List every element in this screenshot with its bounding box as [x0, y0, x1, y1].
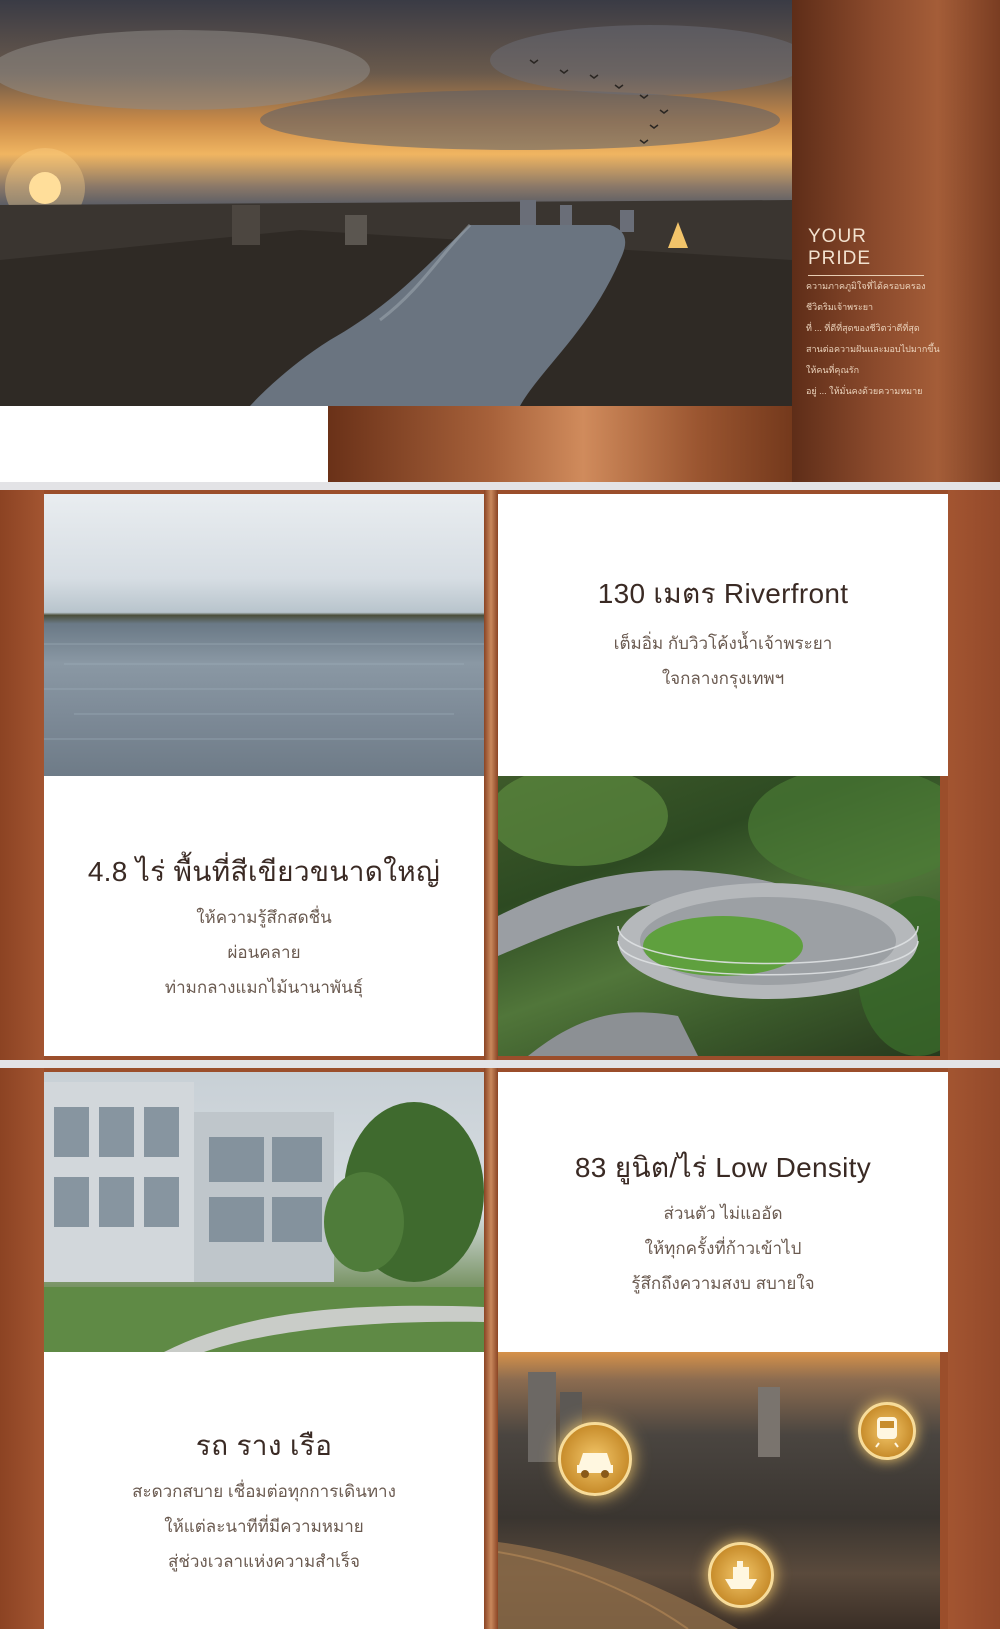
pride-line: ที่ ... ที่ดีที่สุดของชีวิตว่าดีที่สุด [806, 323, 920, 333]
feature-section-1 [0, 490, 1000, 1060]
green-space-line: ให้ความรู้สึกสดชื่น [196, 908, 332, 927]
pride-title: YOUR PRIDE [808, 226, 924, 276]
pride-line: อยู่ ... ให้มั่นคงด้วยความหมาย [806, 386, 923, 396]
transport-heading: รถ ราง เรือ [195, 1430, 333, 1461]
pride-line: ความภาคภูมิใจที่ได้ครอบครอง [806, 281, 926, 291]
transport-line: สู่ช่วงเวลาแห่งความสำเร็จ [167, 1552, 361, 1571]
transport-line: สะดวกสบาย เชื่อมต่อทุกการเดินทาง [132, 1482, 396, 1501]
feature-section-2 [0, 1068, 1000, 1629]
green-space-line: ผ่อนคลาย [227, 943, 301, 962]
green-space-heading: 4.8 ไร่ พื้นที่สีเขียวขนาดใหญ่ [87, 856, 441, 887]
section-divider [0, 482, 1000, 490]
low-density-panel [498, 1072, 948, 1352]
hero-section [0, 0, 1000, 482]
riverfront-line: เต็มอิ่ม กับวิวโค้งน้ำเจ้าพระยา [613, 634, 833, 653]
low-density-line: ส่วนตัว ไม่แออัด [663, 1204, 783, 1223]
green-space-panel [44, 776, 484, 1056]
pride-description [806, 276, 946, 402]
hero-river-photo [0, 0, 792, 406]
city-transport-photo [498, 1352, 940, 1629]
green-space-line: ท่ามกลางแมกไม้นานาพันธุ์ [164, 978, 364, 997]
transport-line: ให้แต่ละนาทีที่มีความหมาย [164, 1517, 364, 1536]
riverfront-line: ใจกลางกรุงเทพฯ [661, 669, 785, 688]
car-icon [558, 1422, 632, 1496]
house-photo [44, 1072, 484, 1352]
garden-photo [498, 776, 940, 1056]
riverfront-heading: 130 เมตร Riverfront [597, 578, 849, 609]
riverfront-panel [498, 494, 948, 776]
boat-icon [708, 1542, 774, 1608]
low-density-heading: 83 ยูนิต/ไร่ Low Density [574, 1152, 872, 1183]
pride-line: ชีวิตริมเจ้าพระยา [806, 302, 874, 312]
low-density-line: ให้ทุกครั้งที่ก้าวเข้าไป [644, 1239, 802, 1258]
pride-line: สานต่อความฝันและมอบไปมากขึ้น [806, 344, 940, 354]
riverfront-photo [44, 494, 484, 776]
transport-panel [44, 1352, 484, 1629]
pride-line: ให้คนที่คุณรัก [806, 365, 860, 375]
section-divider [0, 1060, 1000, 1068]
low-density-line: รู้สึกถึงความสงบ สบายใจ [631, 1274, 815, 1293]
train-icon [858, 1402, 916, 1460]
copper-strip [328, 406, 792, 482]
